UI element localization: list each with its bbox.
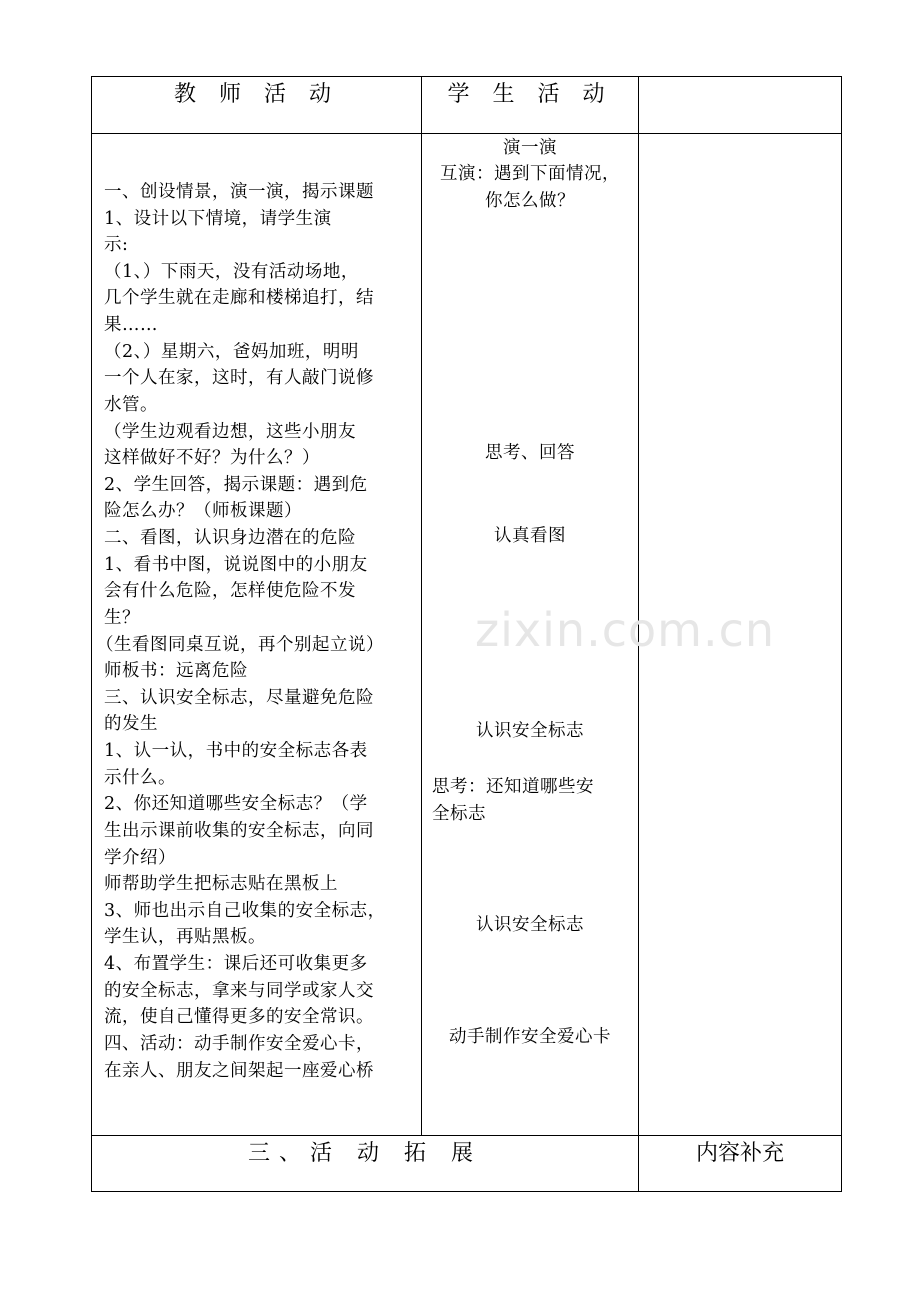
header-row [92, 77, 842, 134]
teacher-line: 学介绍） [104, 848, 176, 868]
teacher-line: 师帮助学生把标志贴在黑板上 [104, 874, 338, 894]
student-line: 思考：还知道哪些安 [432, 777, 594, 797]
teacher-line: 一、创设情景，演一演，揭示课题 [104, 182, 374, 202]
student-header-text: 学 生 活 动 [447, 82, 613, 107]
teacher-line: （生看图同桌互说，再个别起立说） [96, 635, 384, 655]
notes-header [639, 77, 842, 134]
teacher-line: （学生边观看边想，这些小朋友 [104, 422, 356, 442]
teacher-line: 会有什么危险，怎样使危险不发 [104, 581, 356, 601]
teacher-line: 示什么。 [104, 768, 176, 788]
teacher-line: 的安全标志，拿来与同学或家人交 [104, 981, 374, 1001]
teacher-line: 的发生 [104, 714, 158, 734]
student-line: 认识安全标志 [476, 915, 584, 935]
teacher-line: 2、学生回答，揭示课题：遇到危 [104, 475, 368, 495]
content-row [92, 134, 842, 1136]
teacher-activity-cell [92, 134, 422, 1136]
teacher-activity-header [92, 77, 422, 134]
student-line: 动手制作安全爱心卡 [449, 1027, 611, 1047]
watermark: zixin.com.cn [475, 603, 776, 657]
student-line: 认识安全标志 [476, 721, 584, 741]
teacher-line: 三、认识安全标志，尽量避免危险 [104, 688, 374, 708]
teacher-line: 这样做好不好？为什么？） [104, 448, 320, 468]
teacher-line: 生？ [104, 608, 140, 628]
activity-extension-title: 三、活 动 拓 展 [248, 1141, 482, 1166]
content-supplement-title: 内容补充 [695, 1141, 784, 1166]
footer-row [92, 1136, 842, 1192]
teacher-line: 1、认一认，书中的安全标志各表 [104, 741, 368, 761]
teacher-line: 一个人在家，这时，有人敲门说修 [104, 368, 374, 388]
student-line: 全标志 [432, 804, 486, 824]
teacher-line: 几个学生就在走廊和楼梯追打，结 [104, 288, 374, 308]
teacher-line: 3、师也出示自己收集的安全标志， [104, 901, 386, 921]
student-line: 演一演 [503, 138, 557, 158]
teacher-line: 1、看书中图，说说图中的小朋友 [104, 555, 368, 575]
teacher-line: 1、设计以下情境，请学生演 [104, 209, 332, 229]
teacher-line: 四、活动：动手制作安全爱心卡， [104, 1034, 374, 1054]
student-activity-cell [422, 134, 639, 1136]
teacher-line: 4、布置学生：课后还可收集更多 [104, 954, 368, 974]
teacher-line: 示: [104, 235, 129, 255]
teacher-line: 学生认，再贴黑板。 [104, 927, 266, 947]
student-activity-header [422, 77, 639, 134]
student-line: 思考、回答 [485, 443, 575, 463]
teacher-line: （1、）下雨天，没有活动场地， [104, 262, 359, 282]
teacher-line: 生出示课前收集的安全标志，向同 [104, 821, 374, 841]
teacher-line: 险怎么办？（师板课题） [104, 501, 302, 521]
teacher-line: 师板书：远离危险 [104, 661, 248, 681]
teacher-line: （2、）星期六，爸妈加班，明明 [104, 342, 359, 362]
teacher-line: 二、看图，认识身边潜在的危险 [104, 528, 356, 548]
teacher-line: 流，使自己懂得更多的安全常识。 [104, 1007, 374, 1027]
student-line: 互演：遇到下面情况， [440, 164, 620, 184]
activity-extension-cell [92, 1136, 639, 1192]
student-line: 你怎么做？ [485, 191, 575, 211]
student-line: 认真看图 [494, 526, 566, 546]
notes-cell [639, 134, 842, 1136]
teacher-header-text: 教 师 活 动 [174, 82, 339, 107]
teacher-line: 在亲人、朋友之间架起一座爱心桥 [104, 1061, 374, 1081]
teacher-line: 果…… [104, 315, 158, 335]
lesson-plan-table [91, 76, 842, 1192]
content-supplement-cell [639, 1136, 842, 1192]
teacher-line: 2、你还知道哪些安全标志？（学 [104, 794, 368, 814]
teacher-line: 水管。 [104, 395, 158, 415]
